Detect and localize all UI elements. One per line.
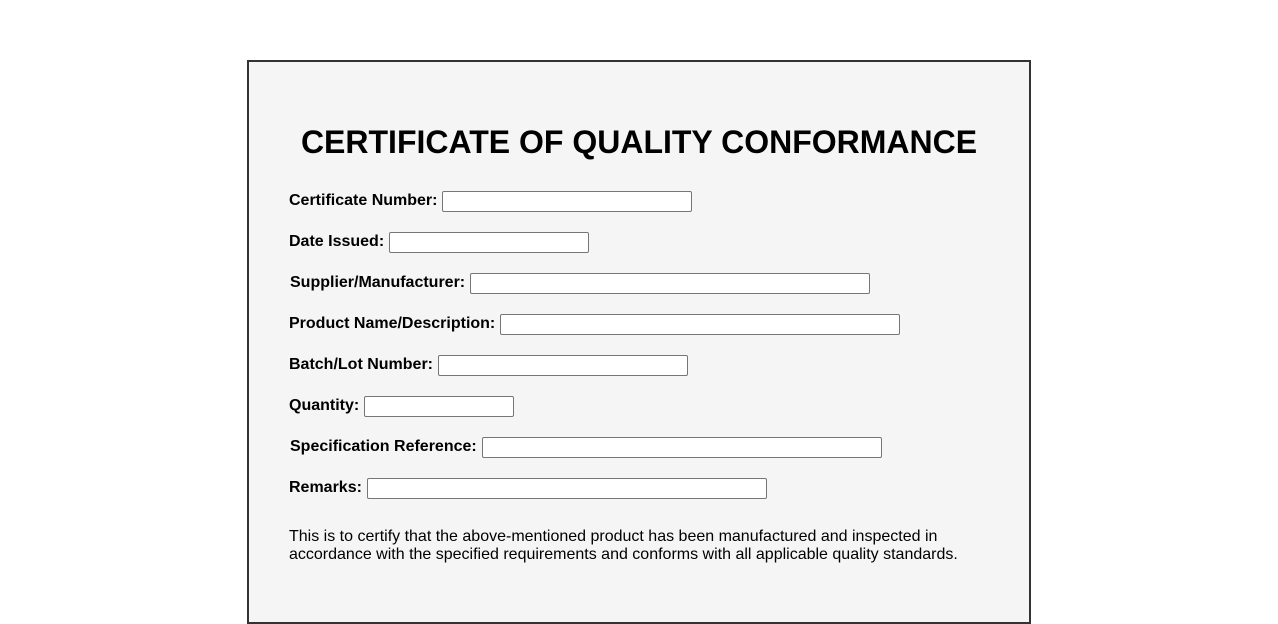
product-name-row	[289, 313, 900, 335]
supplier-manufacturer-label: Supplier/Manufacturer:	[290, 274, 466, 291]
specification-reference-row	[290, 436, 882, 458]
product-name-input[interactable]	[500, 314, 900, 335]
product-name-label: Product Name/Description:	[289, 315, 496, 332]
certificate-number-row	[289, 190, 692, 212]
date-issued-label: Date Issued:	[289, 233, 385, 250]
supplier-manufacturer-row	[290, 272, 870, 294]
batch-lot-number-input[interactable]	[438, 355, 688, 376]
date-issued-row	[289, 231, 589, 253]
supplier-manufacturer-input[interactable]	[470, 273, 870, 294]
remarks-row	[289, 477, 767, 499]
batch-lot-number-label: Batch/Lot Number:	[289, 356, 433, 373]
specification-reference-input[interactable]	[482, 437, 882, 458]
certificate-number-label: Certificate Number:	[289, 192, 438, 209]
quantity-label: Quantity:	[289, 397, 360, 414]
certificate-number-input[interactable]	[442, 191, 692, 212]
certificate-title: CERTIFICATE OF QUALITY CONFORMANCE	[300, 124, 978, 160]
date-issued-input[interactable]	[389, 232, 589, 253]
remarks-input[interactable]	[367, 478, 767, 499]
quantity-row	[289, 395, 514, 417]
specification-reference-label: Specification Reference:	[290, 438, 477, 455]
certification-statement: This is to certify that the above-mentioned product has been manufactured and inspected in accordance with the specified requirements and conforms with all applicable quality standards.	[289, 528, 958, 563]
remarks-label: Remarks:	[289, 479, 362, 496]
batch-lot-number-row	[289, 354, 688, 376]
certificate-panel	[247, 60, 1031, 624]
quantity-input[interactable]	[364, 396, 514, 417]
